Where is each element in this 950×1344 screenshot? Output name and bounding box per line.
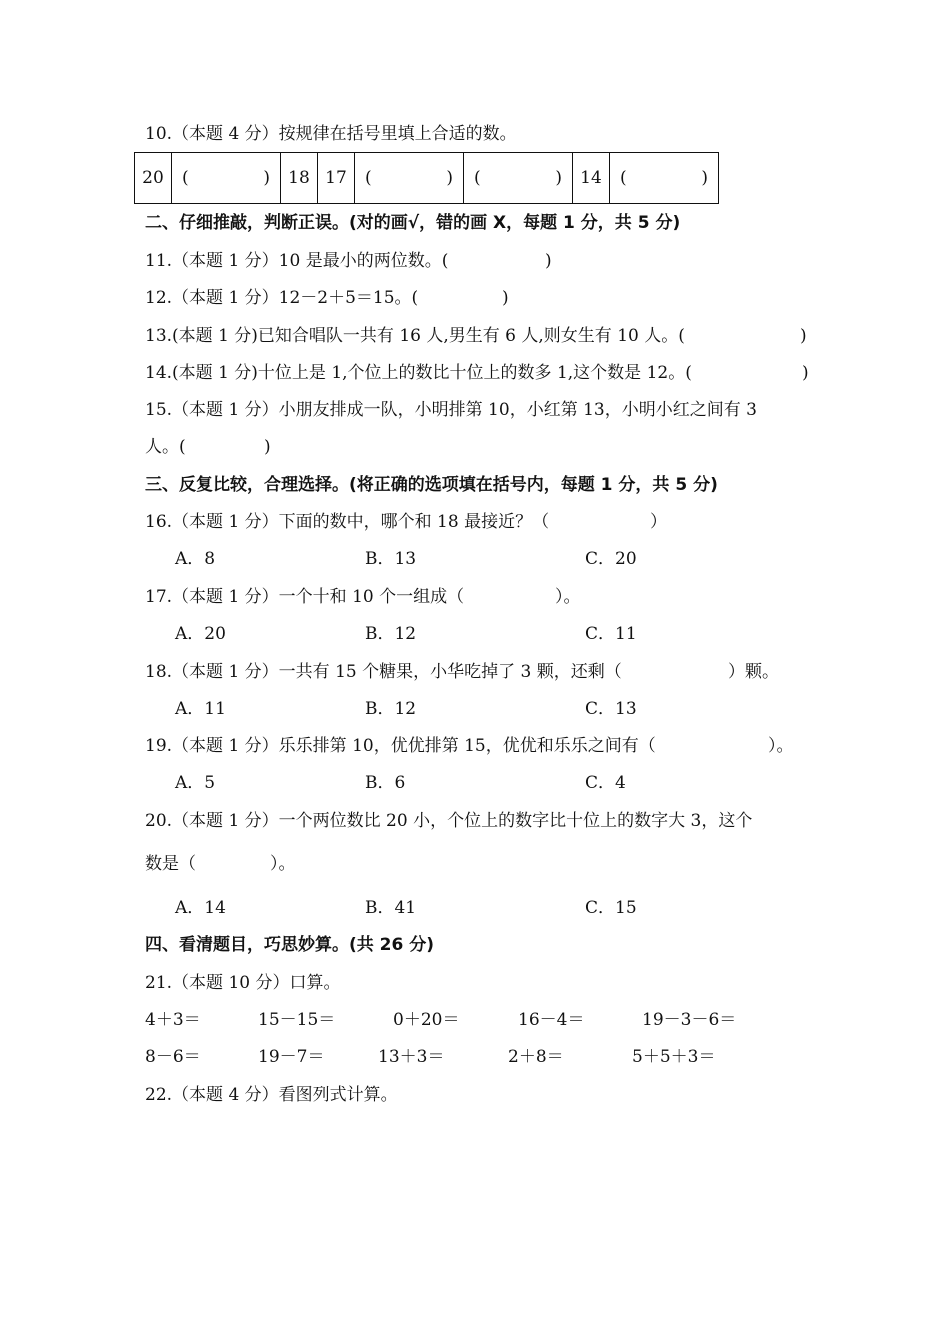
- q10-text: 10.（本题 4 分）按规律在括号里填上合适的数。: [145, 124, 517, 144]
- sequence-cell: [281, 153, 318, 204]
- q15-answer-close[interactable]: ): [264, 437, 271, 457]
- q20-answer-close[interactable]: ）。: [270, 854, 296, 874]
- q11-text: 11.（本题 1 分）10 是最小的两位数。(: [145, 251, 449, 271]
- calc-item: 15－15＝: [258, 1010, 336, 1030]
- q19-text: 19.（本题 1 分）乐乐排第 10，优优排第 15，优优和乐乐之间有（: [145, 736, 656, 756]
- q16-text: 16.（本题 1 分）下面的数中，哪个和 18 最接近？（: [145, 512, 550, 532]
- q17-answer-close[interactable]: ）。: [555, 587, 581, 607]
- sequence-table: [134, 152, 719, 204]
- close-paren: ): [263, 168, 270, 188]
- q20-option-b[interactable]: B．41: [365, 898, 417, 918]
- sequence-blank[interactable]: [464, 153, 573, 204]
- q11-answer-close[interactable]: ): [545, 251, 552, 271]
- q14-answer-close[interactable]: ): [802, 363, 809, 383]
- section4-heading: 四、看清题目，巧思妙算。(共 26 分): [145, 935, 435, 955]
- sequence-value: 18: [288, 168, 310, 188]
- sequence-value: 20: [142, 168, 164, 188]
- q18-option-c[interactable]: C．13: [585, 699, 637, 719]
- q22-text: 22.（本题 4 分）看图列式计算。: [145, 1085, 398, 1105]
- calc-item: 8－6＝: [145, 1047, 201, 1067]
- section2-heading: 二、仔细推敲，判断正误。(对的画√，错的画 X，每题 1 分，共 5 分): [145, 213, 681, 233]
- sequence-blank[interactable]: [355, 153, 464, 204]
- q20-option-a[interactable]: A．14: [175, 898, 226, 918]
- q16-option-a[interactable]: A．8: [175, 549, 216, 569]
- calc-item: 13＋3＝: [378, 1047, 445, 1067]
- sequence-cell: [573, 153, 610, 204]
- calc-item: 16－4＝: [518, 1010, 585, 1030]
- calc-item: 4＋3＝: [145, 1010, 201, 1030]
- q15-line2: 人。(: [145, 437, 186, 457]
- q19-option-a[interactable]: A．5: [175, 773, 216, 793]
- close-paren: ): [446, 168, 453, 188]
- q21-text: 21.（本题 10 分）口算。: [145, 973, 341, 993]
- calc-item: 0＋20＝: [393, 1010, 460, 1030]
- sequence-blank[interactable]: [172, 153, 281, 204]
- q19-option-b[interactable]: B．6: [365, 773, 406, 793]
- q15-line1: 15.（本题 1 分）小朋友排成一队，小明排第 10，小红第 13，小明小红之间有 3: [145, 400, 757, 420]
- q16-option-c[interactable]: C．20: [585, 549, 637, 569]
- section3-heading: 三、反复比较，合理选择。(将正确的选项填在括号内，每题 1 分，共 5 分): [145, 475, 718, 495]
- calc-item: 19－3－6＝: [642, 1010, 737, 1030]
- q12-answer-close[interactable]: ): [502, 288, 509, 308]
- q18-answer-close[interactable]: ）颗。: [728, 662, 779, 682]
- q17-option-b[interactable]: B．12: [365, 624, 417, 644]
- close-paren: ): [555, 168, 562, 188]
- q17-option-a[interactable]: A．20: [175, 624, 226, 644]
- q13-text: 13.(本题 1 分)已知合唱队一共有 16 人,男生有 6 人,则女生有 10 人。(: [145, 326, 685, 346]
- q16-option-b[interactable]: B．13: [365, 549, 417, 569]
- calc-item: 19－7＝: [258, 1047, 325, 1067]
- sequence-value: 14: [580, 168, 602, 188]
- q19-answer-close[interactable]: ）。: [768, 736, 794, 756]
- q13-answer-close[interactable]: ): [800, 326, 807, 346]
- q18-option-b[interactable]: B．12: [365, 699, 417, 719]
- q19-option-c[interactable]: C．4: [585, 773, 626, 793]
- q16-answer-close[interactable]: ）: [650, 512, 667, 532]
- close-paren: ): [701, 168, 708, 188]
- sequence-cell: [318, 153, 355, 204]
- q18-text: 18.（本题 1 分）一共有 15 个糖果，小华吃掉了 3 颗，还剩（: [145, 662, 622, 682]
- q20-option-c[interactable]: C．15: [585, 898, 637, 918]
- q20-line1: 20.（本题 1 分）一个两位数比 20 小，个位上的数字比十位上的数字大 3，这个: [145, 811, 753, 831]
- open-paren: (: [620, 168, 627, 188]
- calc-item: 5＋5＋3＝: [632, 1047, 716, 1067]
- calc-item: 2＋8＝: [508, 1047, 564, 1067]
- q17-text: 17.（本题 1 分）一个十和 10 个一组成（: [145, 587, 465, 607]
- q12-text: 12.（本题 1 分）12－2＋5＝15。(: [145, 288, 419, 308]
- sequence-blank[interactable]: [610, 153, 719, 204]
- q17-option-c[interactable]: C．11: [585, 624, 637, 644]
- open-paren: (: [474, 168, 481, 188]
- sequence-cell: [135, 153, 172, 204]
- q20-line2: 数是（: [145, 854, 196, 874]
- q14-text: 14.(本题 1 分)十位上是 1,个位上的数比十位上的数多 1,这个数是 12。(: [145, 363, 692, 383]
- q18-option-a[interactable]: A．11: [175, 699, 226, 719]
- sequence-value: 17: [325, 168, 347, 188]
- open-paren: (: [182, 168, 189, 188]
- open-paren: (: [365, 168, 372, 188]
